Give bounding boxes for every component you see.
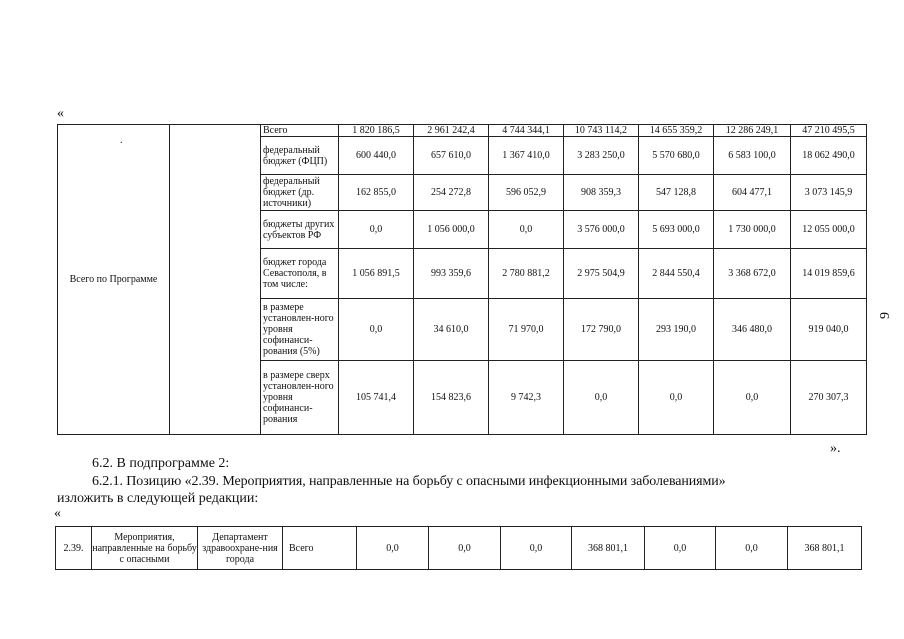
value-cell: 293 190,0 bbox=[639, 299, 714, 361]
value-cell: 1 820 186,5 bbox=[339, 125, 414, 137]
value-cell: 0,0 bbox=[716, 527, 788, 570]
table-row bbox=[58, 125, 867, 137]
value-cell: 5 693 000,0 bbox=[639, 211, 714, 249]
value-cell: 600 440,0 bbox=[339, 137, 414, 175]
value-cell: 1 056 000,0 bbox=[414, 211, 489, 249]
value-cell: 0,0 bbox=[564, 361, 639, 435]
row-header-cell bbox=[58, 125, 170, 435]
value-cell: 908 359,3 bbox=[564, 175, 639, 211]
value-cell: 4 744 344,1 bbox=[489, 125, 564, 137]
value-cell: 596 052,9 bbox=[489, 175, 564, 211]
value-cell: 71 970,0 bbox=[489, 299, 564, 361]
empty-cell bbox=[170, 125, 261, 435]
value-cell: 368 801,1 bbox=[788, 527, 862, 570]
value-cell: 657 610,0 bbox=[414, 137, 489, 175]
value-cell: 14 019 859,6 bbox=[791, 249, 867, 299]
value-cell: 172 790,0 bbox=[564, 299, 639, 361]
value-cell: 0,0 bbox=[339, 211, 414, 249]
value-cell: 1 730 000,0 bbox=[714, 211, 791, 249]
value-cell: 2 844 550,4 bbox=[639, 249, 714, 299]
measure-table bbox=[55, 526, 862, 570]
value-cell: 0,0 bbox=[639, 361, 714, 435]
value-cell: 5 570 680,0 bbox=[639, 137, 714, 175]
value-cell: 162 855,0 bbox=[339, 175, 414, 211]
value-cell: 1 056 891,5 bbox=[339, 249, 414, 299]
value-cell: 105 741,4 bbox=[339, 361, 414, 435]
value-cell: 0,0 bbox=[357, 527, 429, 570]
measure-number: 2.39. bbox=[56, 527, 92, 570]
value-cell: 12 286 249,1 bbox=[714, 125, 791, 137]
row-label: федеральный бюджет (ФЦП) bbox=[261, 137, 339, 175]
value-cell: 12 055 000,0 bbox=[791, 211, 867, 249]
value-cell: 2 780 881,2 bbox=[489, 249, 564, 299]
value-cell: 2 975 504,9 bbox=[564, 249, 639, 299]
section-heading: 6.2. В подпрограмме 2: bbox=[92, 456, 230, 471]
value-cell: 1 367 410,0 bbox=[489, 137, 564, 175]
value-cell: 3 073 145,9 bbox=[791, 175, 867, 211]
value-cell: 270 307,3 bbox=[791, 361, 867, 435]
program-totals-table bbox=[57, 124, 867, 435]
value-cell: 3 576 000,0 bbox=[564, 211, 639, 249]
value-cell: 6 583 100,0 bbox=[714, 137, 791, 175]
value-cell: 368 801,1 bbox=[572, 527, 645, 570]
paragraph-line-1: 6.2.1. Позицию «2.39. Мероприятия, направленные на борьбу с опасными инфекционными заболеваниями» bbox=[92, 474, 726, 489]
left-dot: . bbox=[120, 135, 123, 146]
value-cell: 14 655 359,2 bbox=[639, 125, 714, 137]
value-cell: 9 742,3 bbox=[489, 361, 564, 435]
value-cell: 993 359,6 bbox=[414, 249, 489, 299]
close-quote: ». bbox=[830, 441, 841, 456]
value-cell: 547 128,8 bbox=[639, 175, 714, 211]
value-cell: 0,0 bbox=[429, 527, 501, 570]
row-label: бюджеты других субъектов РФ bbox=[261, 211, 339, 249]
value-cell: 0,0 bbox=[645, 527, 716, 570]
open-quote-2: « bbox=[54, 506, 61, 521]
value-cell: 0,0 bbox=[339, 299, 414, 361]
value-cell: 0,0 bbox=[714, 361, 791, 435]
paragraph-line-2: изложить в следующей редакции: bbox=[57, 491, 259, 506]
measure-department: Департамент здравоохране-ния города bbox=[198, 527, 283, 570]
value-cell: 0,0 bbox=[489, 211, 564, 249]
measure-name: Мероприятия, направленные на борьбу с опасными bbox=[92, 527, 198, 570]
row-label: федеральный бюджет (др. источники) bbox=[261, 175, 339, 211]
value-cell: 34 610,0 bbox=[414, 299, 489, 361]
value-cell: 3 368 672,0 bbox=[714, 249, 791, 299]
open-quote: « bbox=[57, 106, 64, 121]
value-cell: 154 823,6 bbox=[414, 361, 489, 435]
value-cell: 919 040,0 bbox=[791, 299, 867, 361]
value-cell: 346 480,0 bbox=[714, 299, 791, 361]
value-cell: 604 477,1 bbox=[714, 175, 791, 211]
measure-label: Всего bbox=[283, 527, 357, 570]
page-number: 9 bbox=[878, 312, 893, 319]
row-label: в размере сверх установлен-ного уровня софинанси-рования bbox=[261, 361, 339, 435]
row-label: в размере установлен-ного уровня софинанси-рования (5%) bbox=[261, 299, 339, 361]
value-cell: 10 743 114,2 bbox=[564, 125, 639, 137]
value-cell: 18 062 490,0 bbox=[791, 137, 867, 175]
value-cell: 254 272,8 bbox=[414, 175, 489, 211]
row-header-label: Всего по Программе bbox=[69, 274, 158, 285]
row-label: бюджет города Севастополя, в том числе: bbox=[261, 249, 339, 299]
value-cell: 0,0 bbox=[501, 527, 572, 570]
value-cell: 3 283 250,0 bbox=[564, 137, 639, 175]
row-label: Всего bbox=[261, 125, 339, 137]
value-cell: 2 961 242,4 bbox=[414, 125, 489, 137]
table-row bbox=[56, 527, 862, 570]
value-cell: 47 210 495,5 bbox=[791, 125, 867, 137]
